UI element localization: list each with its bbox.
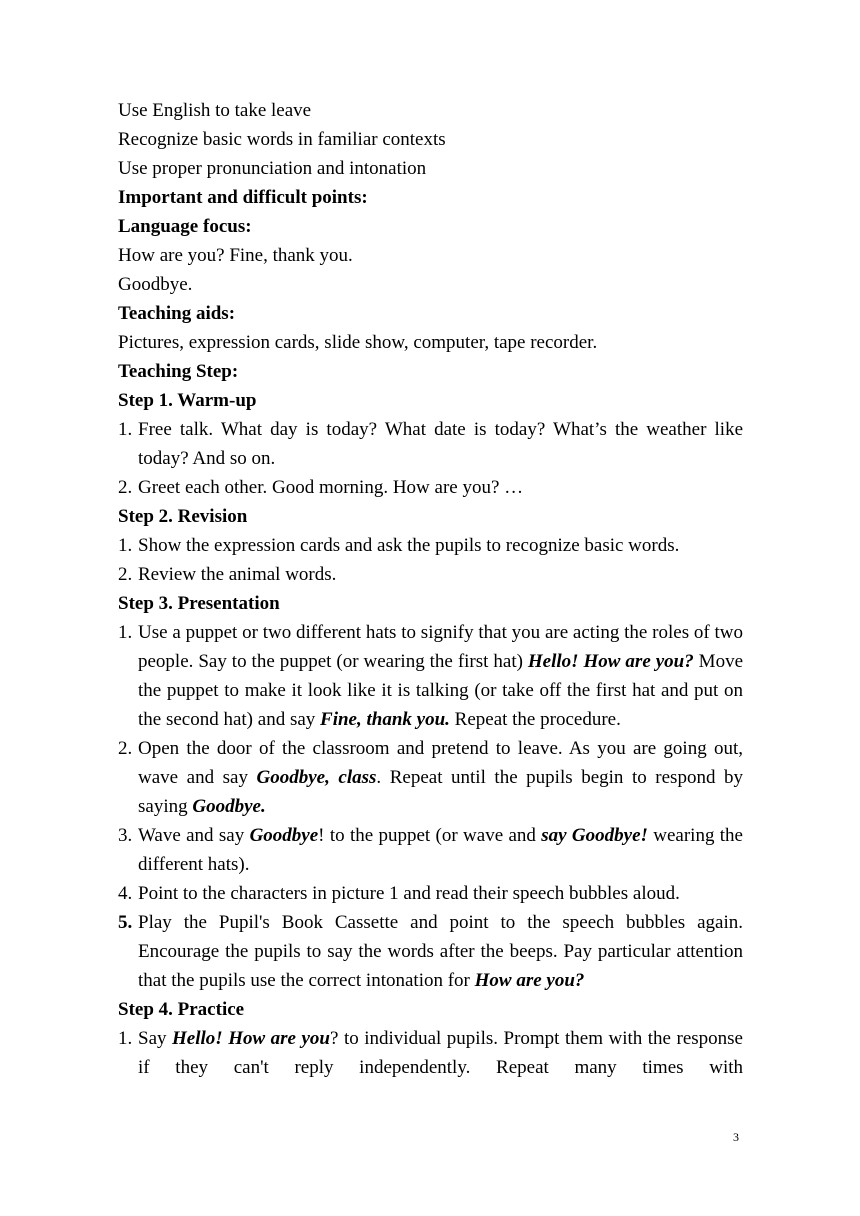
- step1-heading: Step 1. Warm-up: [118, 390, 257, 411]
- step2-item: [118, 560, 743, 589]
- step3-item: [118, 734, 743, 821]
- step2-heading: Step 2. Revision: [118, 506, 248, 527]
- emphasis-phrase: Goodbye, class: [256, 767, 377, 788]
- step3-item: [118, 618, 743, 734]
- language-focus-line: Goodbye.: [118, 274, 193, 295]
- item-text: Point to the characters in picture 1 and read their speech bubbles aloud.: [138, 883, 680, 904]
- item-text: Play the Pupil's Book Cassette and point to the speech bubbles again. Encourage the pupils to say the words after the beeps. Pay particular attention that the pupils use the correct intonation for: [138, 912, 743, 991]
- objective-line: Recognize basic words in familiar contexts: [118, 129, 446, 150]
- item-text: Use a puppet or two different hats to signify that you are acting the roles of two people. Say to the puppet (or wearing the first hat): [138, 622, 743, 672]
- emphasis-phrase: How are you?: [474, 970, 585, 991]
- item-text: Repeat the procedure.: [449, 709, 621, 730]
- item-number: 5.: [118, 912, 133, 933]
- step2-item: [118, 531, 743, 560]
- emphasis-phrase: Goodbye: [249, 825, 319, 846]
- emphasis-phrase: say Goodbye!: [541, 825, 648, 846]
- emphasis-phrase: Hello! How are you: [172, 1028, 330, 1049]
- step1-item: [118, 473, 743, 502]
- language-focus-line: How are you? Fine, thank you.: [118, 245, 353, 266]
- item-number: 2.: [118, 564, 133, 585]
- objective-line: Use proper pronunciation and intonation: [118, 158, 427, 179]
- teaching-step-heading: Teaching Step:: [118, 361, 239, 382]
- step3-item: [118, 879, 743, 908]
- item-text: Greet each other. Good morning. How are you? …: [138, 477, 524, 498]
- item-text: Move the puppet to make it look like it is talking (or take off the first hat and put on the second hat) and say: [138, 651, 744, 730]
- step3-item: [118, 908, 743, 995]
- item-text: Wave and say: [138, 825, 250, 846]
- language-focus-heading: Language focus:: [118, 216, 252, 237]
- step1-item: [118, 415, 743, 473]
- item-number: 1.: [118, 419, 133, 440]
- objective-line: Use English to take leave: [118, 100, 312, 121]
- item-text: Free talk. What day is today? What date is today? What’s the weather like today? And so on.: [138, 419, 743, 469]
- item-number: 1.: [118, 1028, 133, 1049]
- item-number: 4.: [118, 883, 133, 904]
- emphasis-phrase: Goodbye.: [192, 796, 266, 817]
- item-number: 3.: [118, 825, 133, 846]
- teaching-aids-heading: Teaching aids:: [118, 303, 236, 324]
- step4-item: [118, 1024, 743, 1082]
- item-number: 2.: [118, 738, 133, 759]
- item-text: Open the door of the classroom and pretend to leave. As you are going out, wave and say: [138, 738, 743, 788]
- item-number: 2.: [118, 477, 133, 498]
- lesson-plan-content: [118, 96, 743, 1082]
- item-number: 1.: [118, 622, 133, 643]
- item-text: wearing the different hats).: [138, 825, 743, 875]
- item-number: 1.: [118, 535, 133, 556]
- step3-heading: Step 3. Presentation: [118, 593, 280, 614]
- item-text: ! to the puppet (or wave and: [318, 825, 542, 846]
- item-text: Review the animal words.: [138, 564, 337, 585]
- item-text: Say: [138, 1028, 173, 1049]
- emphasis-phrase: Fine, thank you.: [320, 709, 450, 730]
- important-points-heading: Important and difficult points:: [118, 187, 368, 208]
- step4-heading: Step 4. Practice: [118, 999, 245, 1020]
- page-number: 3: [733, 1130, 739, 1144]
- item-text: Show the expression cards and ask the pupils to recognize basic words.: [138, 535, 680, 556]
- teaching-aids-text: Pictures, expression cards, slide show, computer, tape recorder.: [118, 332, 598, 353]
- emphasis-phrase: Hello! How are you?: [527, 651, 694, 672]
- item-text: ? to individual pupils. Prompt them with the response if they can't reply independently. Repeat many times with: [138, 1028, 743, 1078]
- step3-item: [118, 821, 743, 879]
- item-text: . Repeat until the pupils begin to respond by saying: [138, 767, 743, 817]
